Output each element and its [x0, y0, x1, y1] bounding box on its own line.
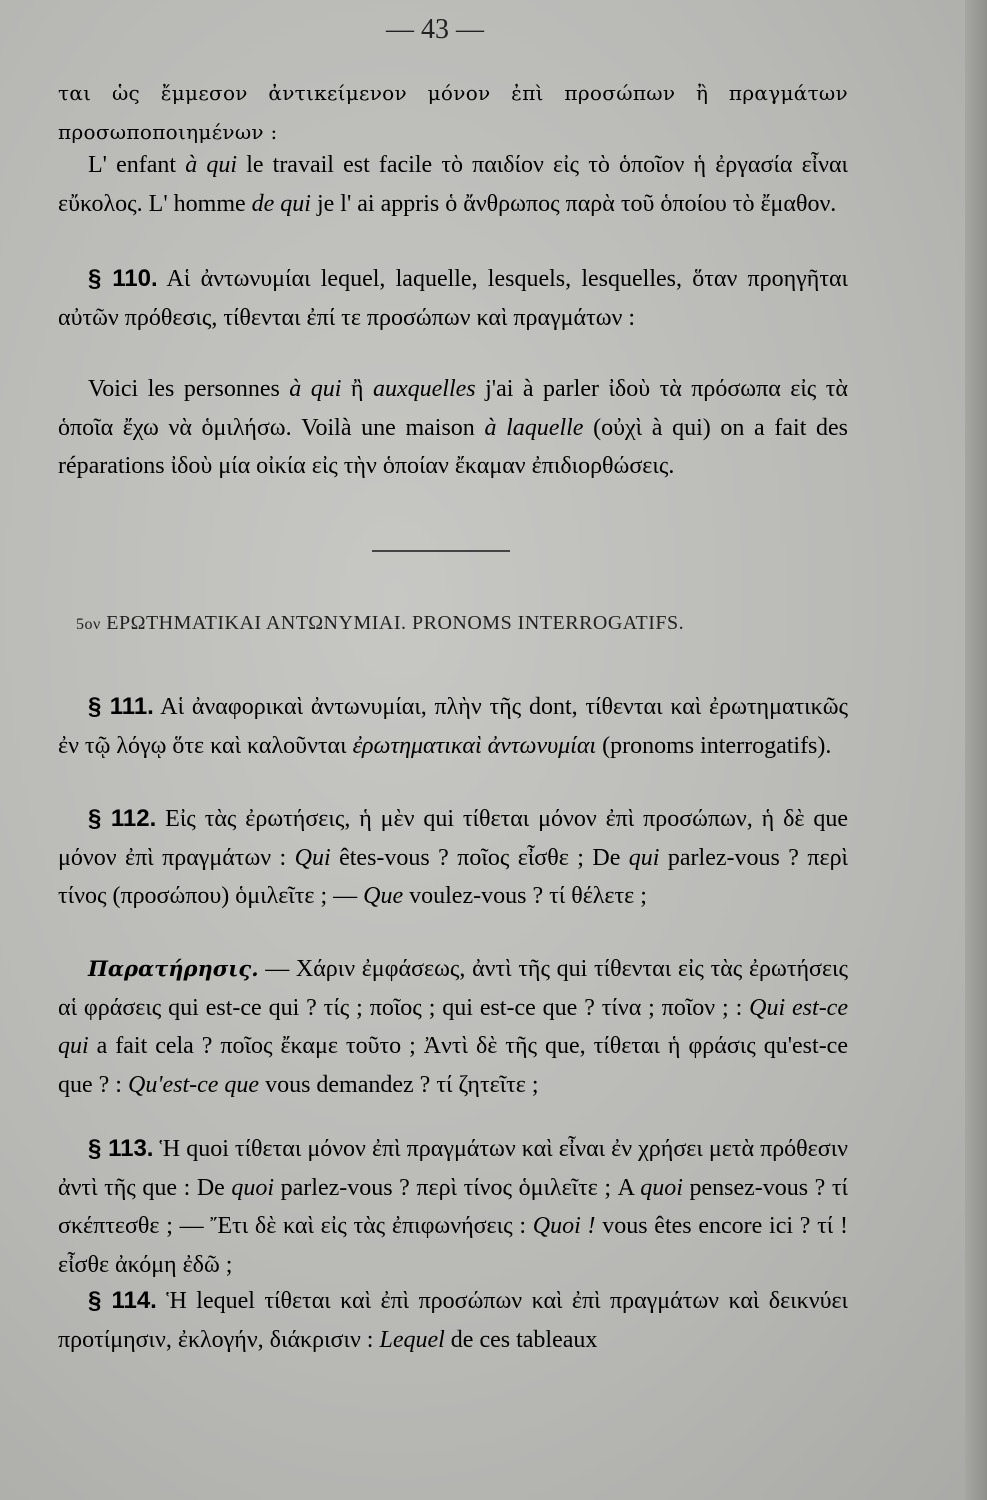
- section-number: § 112.: [88, 805, 157, 832]
- section-paragraph: § 114. Ἡ lequel τίθεται καὶ ἐπὶ προσώπων καὶ ἐπὶ πραγμάτων καὶ δεικνύει προτίμησιν, ἐκλογήν, διάκρισιν : Lequel de ces tableaux: [58, 1287, 848, 1353]
- remark-label: Παρατήρησις.: [88, 956, 259, 981]
- section-paragraph: § 110. Αἱ ἀντωνυμίαι lequel, laquelle, lesquels, lesquelles, ὅταν προηγῆται αὐτῶν πρόθεσις, τίθενται ἐπί τε προσώπων καὶ πραγμάτων :: [58, 265, 849, 331]
- section-number: § 111.: [88, 693, 154, 720]
- section-112: [58, 800, 848, 916]
- remark-paragraph: [58, 950, 848, 1104]
- section-number: § 114.: [88, 1287, 157, 1314]
- paragraph-continuation: [58, 74, 848, 151]
- chapter-heading: 5ον ΕΡΩΤΗΜΑΤΙΚΑΙ ΑΝΤΩΝΥΜΙΑΙ. PRONOMS INTERROGATIFS.: [76, 612, 685, 634]
- paragraph-examples-qui: [58, 146, 848, 223]
- section-111: [58, 688, 848, 765]
- page-edge: [965, 0, 987, 1500]
- section-divider: [372, 550, 510, 552]
- text-line: ται ὡς ἔμμεσον ἀντικείμενον μόνον ἐπὶ προσώπων ἢ πραγμάτων προσωποποιημένων :: [58, 81, 848, 144]
- page-number: — 43 —: [386, 14, 484, 45]
- section-110: [58, 260, 848, 337]
- section-paragraph: § 113. Ἡ quoi τίθεται μόνον ἐπὶ πραγμάτων καὶ εἶναι ἐν χρήσει μετὰ πρόθεσιν ἀντὶ τῆς que : De quoi parlez-vous ? περὶ τίνος ὁμιλεῖτε ; A quoi pensez-vous ? τί σκέπτεσθε ; — Ἔτι δὲ καὶ εἰς τὰς ἐπιφωνήσεις : Quoi ! vous êtes encore ici ? τί ! εἶσθε ἀκόμη ἐδῶ ;: [58, 1135, 848, 1278]
- paragraph-examples-lequel: [58, 370, 848, 486]
- section-114: [58, 1282, 848, 1359]
- section-113: [58, 1130, 848, 1284]
- section-paragraph: § 112. Εἰς τὰς ἐρωτήσεις, ἡ μὲν qui τίθεται μόνον ἐπὶ προσώπων, ἡ δὲ que μόνον ἐπὶ πραγμάτων : Qui êtes-vous ? ποῖος εἶσθε ; De qui parlez-vous ? περὶ τίνος (προσώπου) ὁμιλεῖτε ; — Que voulez-vous ? τί θέλετε ;: [58, 805, 849, 909]
- remark-text: Παρατήρησις. — Χάριν ἐμφάσεως, ἀντὶ τῆς qui τίθενται εἰς τὰς ἐρωτήσεις αἱ φράσεις qui est-ce qui ? τίς ; ποῖος ; qui est-ce que ? τίνα ; ποῖον ; : Qui est-ce qui a fait cela ? ποῖος ἔκαμε τοῦτο ; Ἀντὶ δὲ τῆς que, τίθεται ἡ φράσις qu'est-ce que ? : Qu'est-ce que vous demandez ? τί ζητεῖτε ;: [58, 956, 848, 1098]
- example-paragraph: L' enfant à qui le travail est facile τὸ παιδίον εἰς τὸ ὁποῖον ἡ ἐργασία εἶναι εὔκολος. L' homme de qui je l' ai appris ὁ ἄνθρωπος παρὰ τοῦ ὁποίου τὸ ἔμαθον.: [58, 152, 848, 217]
- section-number: § 110.: [88, 265, 158, 292]
- section-number: § 113.: [88, 1135, 154, 1162]
- example-paragraph: Voici les personnes à qui ἢ auxquelles j'ai à parler ἰδοὺ τὰ πρόσωπα εἰς τὰ ὁποῖα ἔχω νὰ ὁμιλήσω. Voilà une maison à laquelle (οὐχὶ à qui) on a fait des réparations ἰδοὺ μία οἰκία εἰς τὴν ὁποίαν ἔκαμαν ἐπιδιορθώσεις.: [58, 376, 849, 479]
- section-paragraph: § 111. Αἱ ἀναφορικαὶ ἀντωνυμίαι, πλὴν τῆς dont, τίθενται καὶ ἐρωτηματικῶς ἐν τῷ λόγῳ ὅτε καὶ καλοῦνται ἐρωτηματικαὶ ἀντωνυμίαι (pronoms interrogatifs).: [58, 693, 849, 759]
